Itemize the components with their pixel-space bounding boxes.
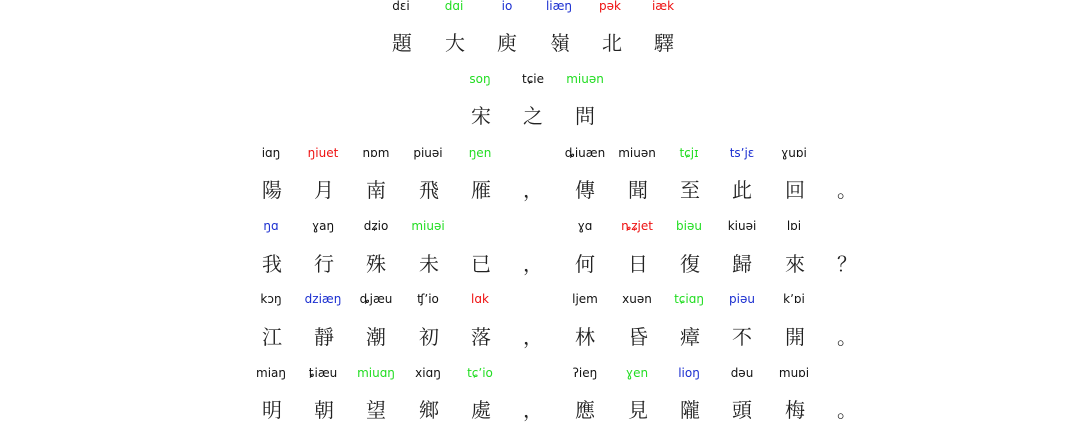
line-4-char-1: 明: [262, 398, 282, 422]
line-1-char-6: 傳: [575, 178, 595, 202]
line-1-pron-5: ŋen: [468, 146, 492, 160]
line-4-pron-3: miuɑŋ: [357, 366, 395, 380]
line-4-char-10: 梅: [785, 398, 805, 422]
line-1-pron-6: ȡiuæn: [564, 146, 606, 160]
line-1-char-2: 月: [314, 178, 334, 202]
line-3-pron-3: ȡjæu: [359, 292, 393, 306]
line-2-pron-10: lɒi: [786, 219, 802, 233]
line-4-char-5: 處: [471, 398, 491, 422]
title-pron-2: dɑi: [444, 0, 464, 13]
line-3-char-4: 初: [419, 325, 439, 349]
line-4-pron-4: xiɑŋ: [415, 366, 441, 380]
line-2-comma: ，: [523, 252, 543, 276]
line-4-pron-1: miaŋ: [256, 366, 286, 380]
line-2-char-2: 行: [314, 252, 334, 276]
line-4-char-9: 頭: [732, 398, 752, 422]
line-1-pron-3: nɒm: [362, 146, 390, 160]
line-2-pron-4: miuəi: [411, 219, 445, 233]
title-char-3: 庾: [497, 31, 517, 55]
line-1-char-10: 回: [785, 178, 805, 202]
line-3-char-6: 林: [575, 325, 595, 349]
line-4-pron-10: muɒi: [778, 366, 810, 380]
title-char-6: 驛: [654, 31, 674, 55]
line-4-char-6: 應: [575, 398, 595, 422]
line-1-char-4: 飛: [419, 178, 439, 202]
line-4-pron-9: dəu: [730, 366, 754, 380]
line-2-pron-9: kiuəi: [727, 219, 757, 233]
line-1-pron-7: miuən: [618, 146, 656, 160]
title-char-2: 大: [445, 31, 465, 55]
author-pron-2: tɕie: [521, 72, 545, 86]
line-3-pron-4: ʧʼio: [417, 292, 439, 306]
line-4-char-8: 隴: [680, 398, 700, 422]
line-1-pron-8: tɕjɪ: [679, 146, 699, 160]
line-4-end-punct: 。: [837, 398, 857, 422]
line-2-char-1: 我: [262, 252, 282, 276]
author-char-3: 問: [575, 104, 595, 128]
line-2-pron-6: ɣɑ: [577, 219, 593, 233]
title-pron-1: dɛi: [392, 0, 410, 13]
line-1-pron-4: piuəi: [413, 146, 443, 160]
line-1-char-3: 南: [366, 178, 386, 202]
line-2-char-6: 何: [575, 252, 595, 276]
line-2-pron-3: dʑio: [363, 219, 389, 233]
line-3-pron-2: dziæŋ: [304, 292, 342, 306]
line-1-char-9: 此: [732, 178, 752, 202]
line-2-char-10: 來: [785, 252, 805, 276]
line-2-char-8: 復: [680, 252, 700, 276]
line-3-char-8: 瘴: [680, 325, 700, 349]
line-3-char-7: 昏: [628, 325, 648, 349]
line-3-char-5: 落: [471, 325, 491, 349]
line-2-char-4: 未: [419, 252, 439, 276]
line-3-char-9: 不: [732, 325, 752, 349]
line-4-pron-8: lioŋ: [678, 366, 700, 380]
line-4-char-4: 鄉: [419, 398, 439, 422]
author-char-2: 之: [523, 104, 543, 128]
line-2-pron-1: ŋɑ: [263, 219, 279, 233]
line-1-comma: ，: [523, 178, 543, 202]
line-3-pron-6: ljem: [572, 292, 598, 306]
line-1-char-1: 陽: [262, 178, 282, 202]
line-2-char-7: 日: [628, 252, 648, 276]
author-pron-3: miuən: [566, 72, 604, 86]
line-4-pron-5: tɕʼio: [467, 366, 493, 380]
line-2-char-5: 已: [471, 252, 491, 276]
line-3-char-3: 潮: [366, 325, 386, 349]
line-4-char-3: 望: [366, 398, 386, 422]
line-2-char-3: 殊: [366, 252, 386, 276]
author-pron-1: soŋ: [469, 72, 491, 86]
line-1-end-punct: 。: [837, 178, 857, 202]
line-1-char-7: 聞: [628, 178, 648, 202]
title-pron-3: io: [501, 0, 513, 13]
line-3-end-punct: 。: [837, 325, 857, 349]
line-4-char-7: 見: [628, 398, 648, 422]
line-3-pron-8: tɕiɑŋ: [674, 292, 704, 306]
line-3-comma: ，: [523, 325, 543, 349]
title-pron-6: iæk: [651, 0, 675, 13]
line-1-char-5: 雁: [471, 178, 491, 202]
line-2-pron-2: ɣaŋ: [311, 219, 335, 233]
line-3-pron-10: kʼɒi: [783, 292, 805, 306]
line-1-pron-9: tsʼjɛ: [729, 146, 755, 160]
title-char-1: 題: [392, 31, 412, 55]
title-pron-4: liæŋ: [545, 0, 573, 13]
title-char-4: 嶺: [550, 31, 570, 55]
line-2-pron-7: ȵʑjet: [621, 219, 653, 233]
title-pron-5: pək: [599, 0, 621, 13]
line-1-pron-10: ɣuɒi: [781, 146, 807, 160]
line-3-pron-7: xuən: [622, 292, 652, 306]
line-4-pron-6: ʔieŋ: [572, 366, 598, 380]
title-char-5: 北: [602, 31, 622, 55]
author-char-1: 宋: [471, 104, 491, 128]
line-2-end-punct: ？: [837, 252, 857, 276]
line-2-pron-8: biəu: [676, 219, 702, 233]
line-4-comma: ，: [523, 398, 543, 422]
line-1-pron-1: iɑŋ: [261, 146, 281, 160]
line-3-char-1: 江: [262, 325, 282, 349]
line-3-char-10: 開: [785, 325, 805, 349]
line-1-char-8: 至: [680, 178, 700, 202]
line-4-pron-7: ɣen: [625, 366, 649, 380]
line-2-char-9: 歸: [732, 252, 752, 276]
line-4-pron-2: ȶiæu: [308, 366, 338, 380]
line-3-pron-1: kɔŋ: [260, 292, 282, 306]
line-3-char-2: 靜: [314, 325, 334, 349]
line-3-pron-9: piəu: [729, 292, 755, 306]
line-4-char-2: 朝: [314, 398, 334, 422]
line-3-pron-5: lɑk: [471, 292, 489, 306]
line-1-pron-2: ŋiuet: [307, 146, 339, 160]
